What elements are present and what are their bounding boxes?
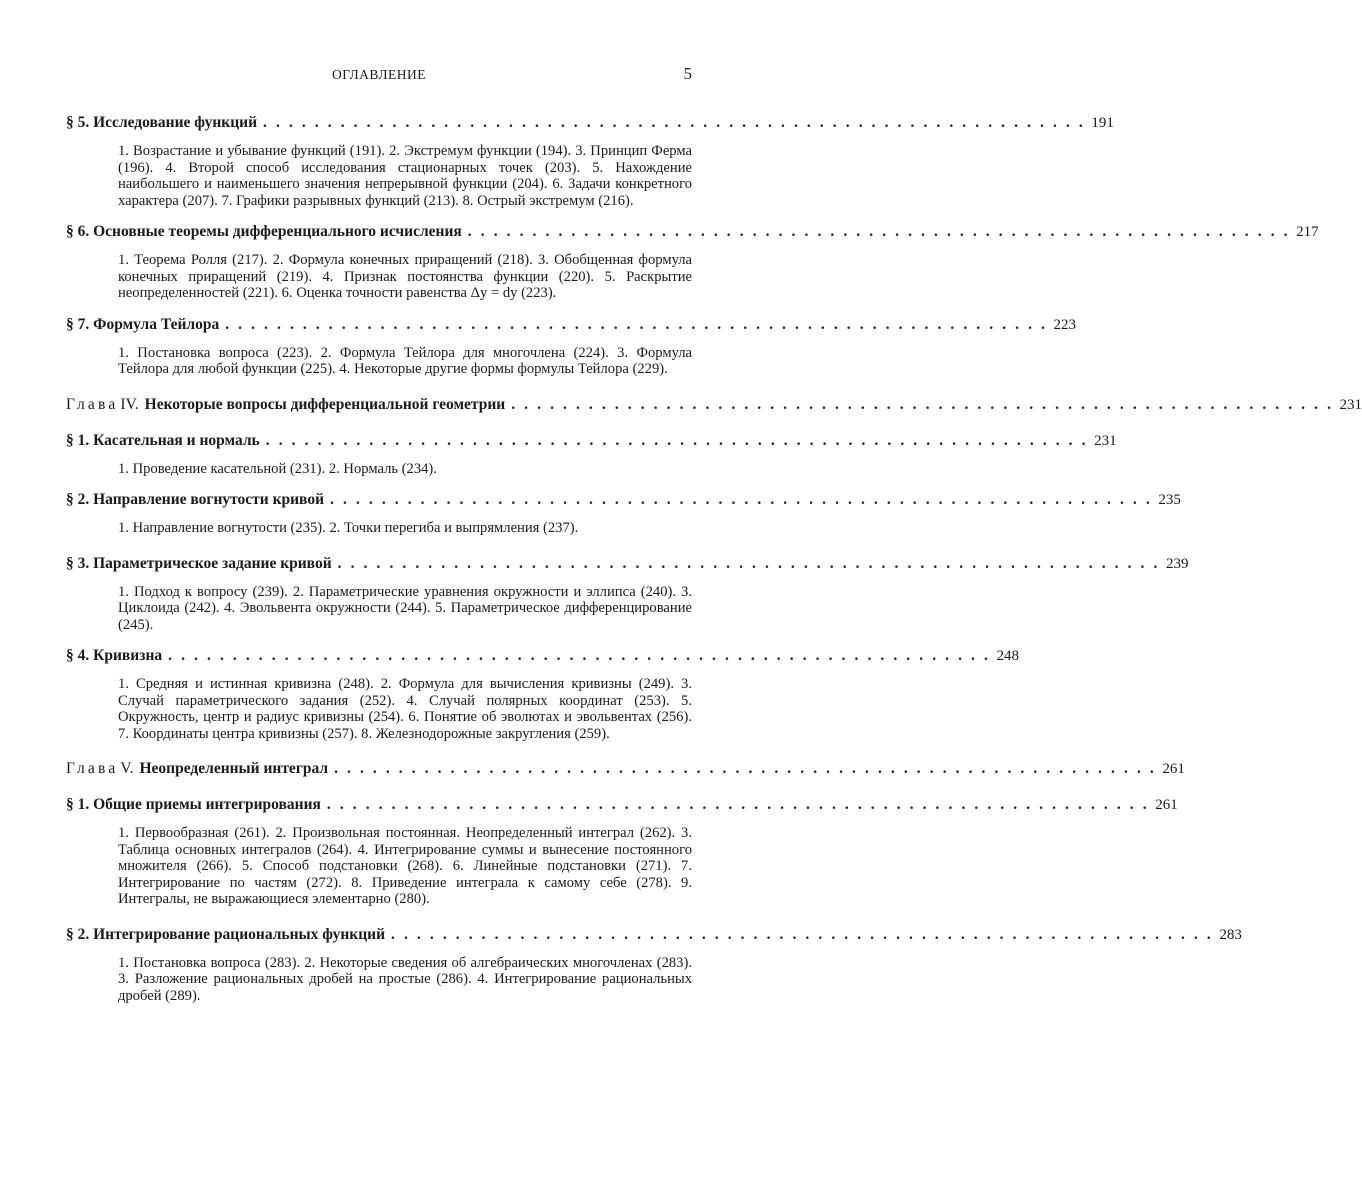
chapter-page: 231 [1339,396,1362,413]
section-title: § 3. Параметрическое задание кривой [66,554,332,572]
toc-ch4-section-1 [66,428,1117,478]
section-page: 261 [1155,797,1178,813]
section-page: 217 [1296,224,1319,240]
chapter-prefix: Глава [66,760,119,777]
section-contents: 1. Подход к вопросу (239). 2. Параметрические уравнения окружности и эллипса (240). 3. Циклоида (242). 4. Эвольвента окружности (244). 5. Параметрическое дифференцирование (245). [118,583,692,633]
dot-leader: . . . . . . . . . . . . . . . . . . . . . . . . . . . . . . . . . . . . . . . . . . . . . . . . . . . . . . . . . . . . . . . . [511,395,1334,413]
section-title: § 2. Интегрирование рациональных функций [66,925,386,943]
dot-leader: . . . . . . . . . . . . . . . . . . . . . . . . . . . . . . . . . . . . . . . . . . . . . . . . . . . . . . . . . . . . . . . . [330,491,1153,508]
toc-ch5-section-1 [66,792,1178,908]
toc-ch5-section-2 [66,922,1242,1005]
section-title: § 2. Направление вогнутости кривой [66,491,325,508]
toc-section-7 [66,312,1077,378]
toc-section-5 [66,110,1114,209]
section-title: § 5. Исследование функций [66,114,257,131]
section-contents: 1. Возрастание и убывание функций (191). 2. Экстремум функции (194). 3. Принцип Ферма (196). 4. Второй способ исследования стационарных точек (203). 5. Нахождение наибольшего и наименьшего значения непрерывной функции (204). 6. Задачи конкретного характера (207). 7. Графики разрывных функций (213). 8. Острый экстремум (216). [118,143,692,209]
chapter-number: V. [120,760,134,777]
page-number: 5 [683,64,692,83]
chapter-title: Некоторые вопросы дифференциальной геометрии [144,395,506,413]
section-title: § 6. Основные теоремы дифференциального исчисления [66,223,462,240]
dot-leader: . . . . . . . . . . . . . . . . . . . . . . . . . . . . . . . . . . . . . . . . . . . . . . . . . . . . . . . . . . . . . . . . [326,796,1150,813]
section-title: § 4. Кривизна [66,647,163,664]
section-page: 191 [1091,115,1114,131]
dot-leader: . . . . . . . . . . . . . . . . . . . . . . . . . . . . . . . . . . . . . . . . . . . . . . . . . . . . . . . . . . . . . . . . [263,114,1086,131]
dot-leader: . . . . . . . . . . . . . . . . . . . . . . . . . . . . . . . . . . . . . . . . . . . . . . . . . . . . . . . . . . . . . . . . [337,554,1160,572]
section-title: § 7. Формула Тейлора [66,315,220,333]
chapter-page: 261 [1162,761,1185,777]
section-contents: 1. Теорема Ролля (217). 2. Формула конечных приращений (218). 3. Обобщенная формула конечных приращений (219). 4. Признак постоянства функции (220). 5. Раскрытие неопределенностей (221). 6. Оценка точности равенства Δy = dy (223). [118,252,692,301]
section-contents: 1. Постановка вопроса (283). 2. Некоторые сведения об алгебраических многочленах (283). 3. Разложение рациональных дробей на простые (286). 4. Интегрирование рациональных дробей (289). [118,954,692,1004]
section-contents: 1. Средняя и истинная кривизна (248). 2. Формула для вычисления кривизны (249). 3. Случай параметрического задания (252). 4. Случай полярных координат (253). 5. Окружность, центр и радиус кривизны (254). 6. Понятие об эволютах и эвольвентах (256). 7. Координаты центра кривизны (257). 8. Железнодорожные закругления (259). [118,676,692,742]
toc-chapter-5 [66,756,1185,782]
section-title: § 1. Касательная и нормаль [66,431,260,449]
chapter-prefix: Глава [66,395,119,413]
dot-leader: . . . . . . . . . . . . . . . . . . . . . . . . . . . . . . . . . . . . . . . . . . . . . . . . . . . . . . . . . . . . . . . . [391,925,1214,943]
running-head: ОГЛАВЛЕНИЕ [331,67,427,82]
dot-leader: . . . . . . . . . . . . . . . . . . . . . . . . . . . . . . . . . . . . . . . . . . . . . . . . . . . . . . . . . . . . . . . . [168,647,991,664]
section-page: 239 [1165,555,1189,572]
dot-leader: . . . . . . . . . . . . . . . . . . . . . . . . . . . . . . . . . . . . . . . . . . . . . . . . . . . . . . . . . . . . . . . . [334,760,1157,777]
toc-section-6 [66,219,1319,302]
section-page: 283 [1219,926,1242,943]
chapter-title: Неопределенный интеграл [139,760,329,777]
section-contents: 1. Направление вогнутости (235). 2. Точки перегиба и выпрямления (237). [118,520,579,536]
table-of-contents [66,110,1362,1004]
dot-leader: . . . . . . . . . . . . . . . . . . . . . . . . . . . . . . . . . . . . . . . . . . . . . . . . . . . . . . . . . . . . . . . . [225,315,1048,333]
toc-ch4-section-4 [66,643,1019,742]
section-title: § 1. Общие приемы интегрирования [66,796,321,813]
dot-leader: . . . . . . . . . . . . . . . . . . . . . . . . . . . . . . . . . . . . . . . . . . . . . . . . . . . . . . . . . . . . . . . . [265,431,1089,449]
section-page: 223 [1053,316,1077,333]
section-page: 231 [1094,432,1117,449]
dot-leader: . . . . . . . . . . . . . . . . . . . . . . . . . . . . . . . . . . . . . . . . . . . . . . . . . . . . . . . . . . . . . . . . [467,223,1291,240]
page-header [66,64,692,86]
section-contents: 1. Постановка вопроса (223). 2. Формула Тейлора для многочлена (224). 3. Формула Тейлора для любой функции (225). 4. Некоторые другие формы формулы Тейлора (229). [118,344,692,377]
section-contents: 1. Первообразная (261). 2. Произвольная постоянная. Неопределенный интеграл (262). 3. Таблица основных интегралов (264). 4. Интегрирование суммы и вынесение постоянного множителя (266). 5. Способ подстановки (268). 6. Линейные подстановки (271). 7. Интегрирование по частям (272). 8. Приведение интеграла к самому себе (278). 9. Интегралы, не выражающиеся элементарно (280). [118,825,692,907]
section-contents: 1. Проведение касательной (231). 2. Нормаль (234). [118,460,437,477]
section-page: 235 [1158,492,1181,508]
toc-chapter-4 [66,392,1362,418]
chapter-number: IV. [120,395,139,413]
section-page: 248 [996,648,1019,664]
toc-ch4-section-3 [66,551,1189,634]
toc-ch4-section-2 [66,487,1181,537]
